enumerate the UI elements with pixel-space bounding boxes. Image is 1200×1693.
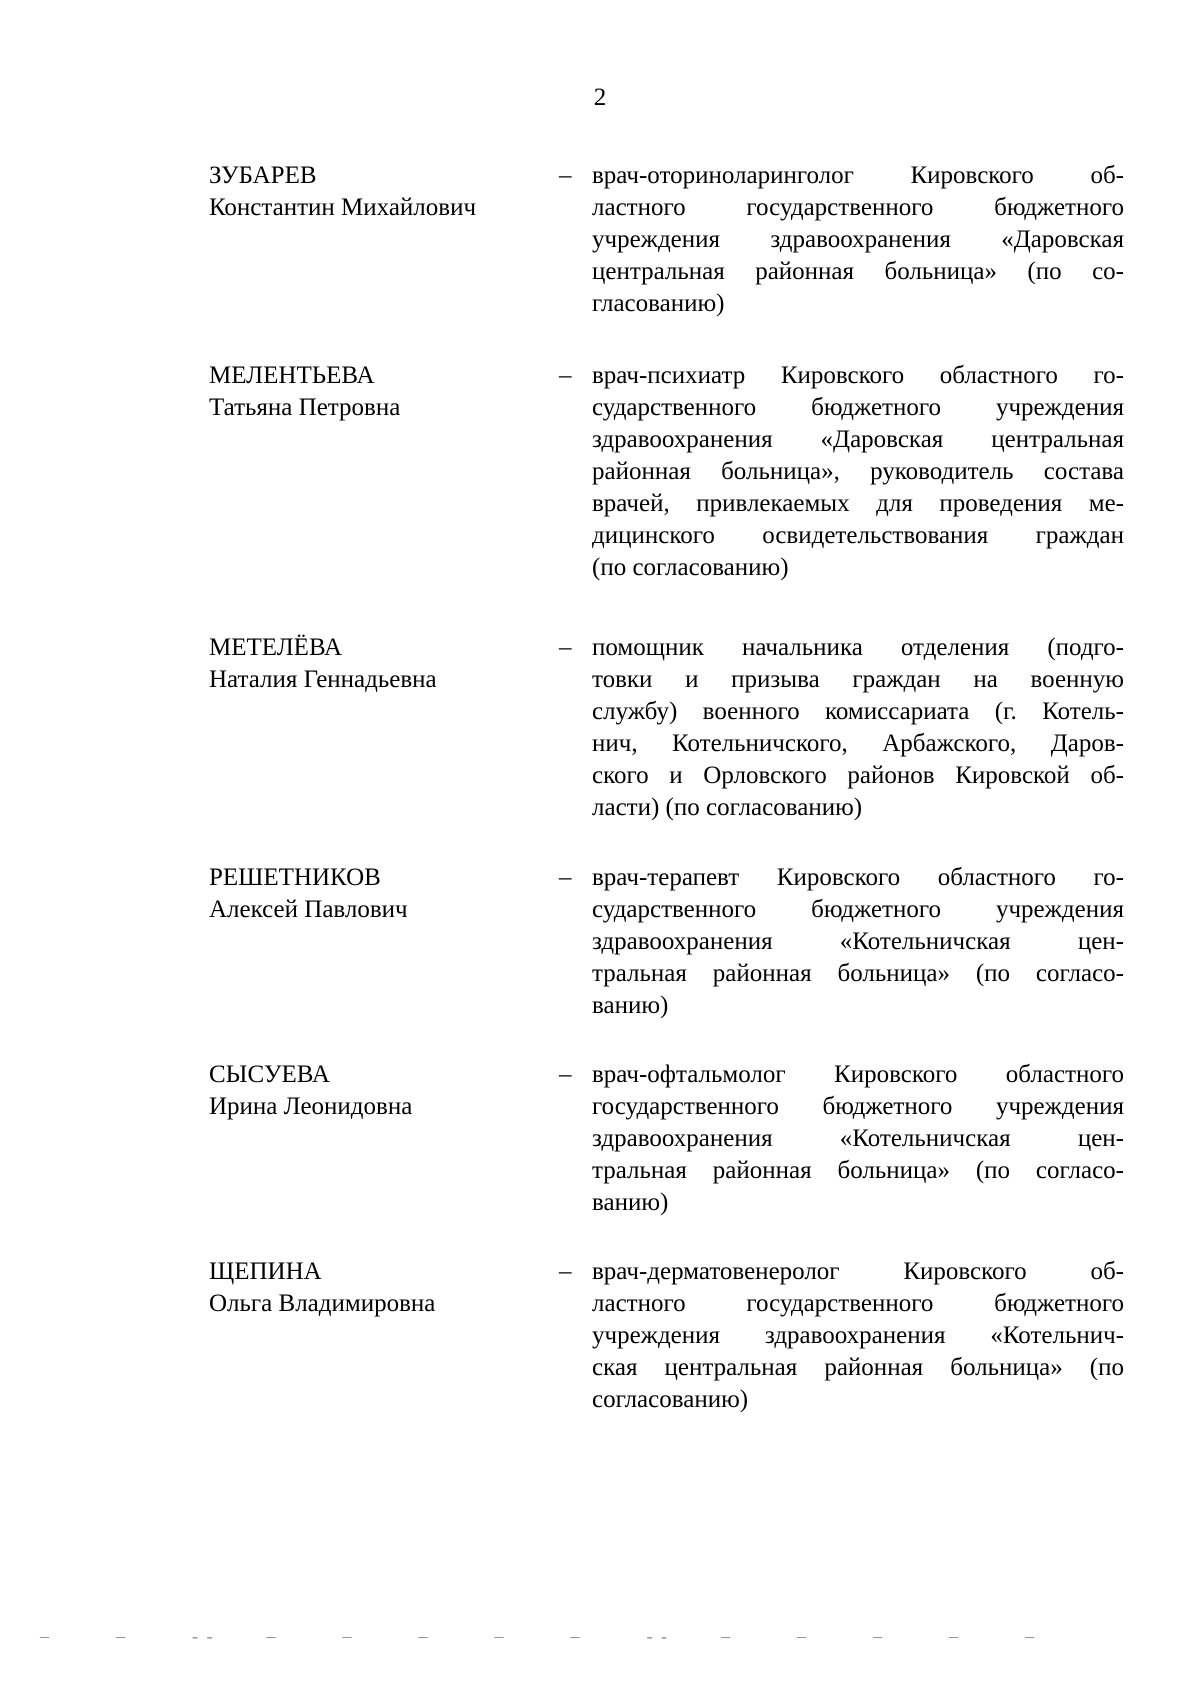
page-number: 2: [593, 84, 607, 111]
member-surname: МЕТЕЛЁВА: [209, 634, 343, 661]
member-given-names: Наталия Геннадьевна: [209, 666, 437, 693]
bottom-scan-artifacts: – – - - – – – – – - - – – – – –: [40, 1626, 1036, 1646]
role-line: ласти) (по согласованию): [592, 794, 863, 821]
role-line: ластного государственного бюджетного: [592, 194, 1124, 221]
member-role: [592, 862, 1124, 1022]
member-role: [592, 632, 1124, 824]
role-line: сударственного бюджетного учреждения: [592, 896, 1124, 923]
member-surname: МЕЛЕНТЬЕВА: [209, 362, 375, 389]
role-line: центральная районная больница» (по со-: [592, 258, 1124, 285]
role-line: помощник начальника отделения (подго-: [592, 634, 1124, 661]
entry-dash: –: [559, 864, 572, 891]
member-name: [209, 1256, 529, 1320]
role-line: врачей, привлекаемых для проведения ме-: [592, 490, 1124, 517]
member-role: [592, 1059, 1124, 1219]
member-role: [592, 360, 1124, 584]
role-line: согласованию): [592, 1386, 749, 1413]
member-role: [592, 160, 1124, 320]
member-given-names: Ольга Владимировна: [209, 1290, 436, 1317]
member-given-names: Алексей Павлович: [209, 896, 408, 923]
role-line: врач-офтальмолог Кировского областного: [592, 1061, 1124, 1088]
role-line: районная больница», руководитель состава: [592, 458, 1124, 485]
entry-dash: –: [559, 1258, 572, 1285]
role-line: дицинского освидетельствования граждан: [592, 522, 1124, 549]
role-line: здравоохранения «Котельничская цен-: [592, 1125, 1124, 1152]
role-line: врач-оториноларинголог Кировского об-: [592, 162, 1124, 189]
entry-dash: –: [559, 362, 572, 389]
role-line: ванию): [592, 992, 669, 1019]
role-line: ванию): [592, 1189, 669, 1216]
role-line: здравоохранения «Котельничская цен-: [592, 928, 1124, 955]
role-line: тральная районная больница» (по согласо-: [592, 1157, 1124, 1184]
member-name: [209, 862, 529, 926]
role-line: здравоохранения «Даровская центральная: [592, 426, 1124, 453]
role-line: гласованию): [592, 290, 725, 317]
member-name: [209, 360, 529, 424]
member-surname: СЫСУЕВА: [209, 1061, 330, 1088]
member-given-names: Татьяна Петровна: [209, 394, 401, 421]
role-line: (по согласованию): [592, 554, 789, 581]
entry-dash: –: [559, 634, 572, 661]
member-surname: ЩЕПИНА: [209, 1258, 322, 1285]
role-line: сударственного бюджетного учреждения: [592, 394, 1124, 421]
member-role: [592, 1256, 1124, 1416]
role-line: ластного государственного бюджетного: [592, 1290, 1124, 1317]
role-line: учреждения здравоохранения «Даровская: [592, 226, 1124, 253]
role-line: ская центральная районная больница» (по: [592, 1354, 1124, 1381]
role-line: службу) военного комиссариата (г. Котель-: [592, 698, 1124, 725]
member-surname: ЗУБАРЕВ: [209, 162, 317, 189]
role-line: врач-психиатр Кировского областного го-: [592, 362, 1124, 389]
role-line: врач-терапевт Кировского областного го-: [592, 864, 1124, 891]
role-line: ского и Орловского районов Кировской об-: [592, 762, 1124, 789]
role-line: товки и призыва граждан на военную: [592, 666, 1124, 693]
role-line: нич, Котельничского, Арбажского, Даров-: [592, 730, 1124, 757]
member-name: [209, 632, 529, 696]
role-line: учреждения здравоохранения «Котельнич-: [592, 1322, 1124, 1349]
entry-dash: –: [559, 162, 572, 189]
member-name: [209, 1059, 529, 1123]
member-given-names: Константин Михайлович: [209, 194, 477, 221]
member-name: [209, 160, 529, 224]
entry-dash: –: [559, 1061, 572, 1088]
role-line: государственного бюджетного учреждения: [592, 1093, 1124, 1120]
member-surname: РЕШЕТНИКОВ: [209, 864, 381, 891]
role-line: тральная районная больница» (по согласо-: [592, 960, 1124, 987]
role-line: врач-дерматовенеролог Кировского об-: [592, 1258, 1124, 1285]
member-given-names: Ирина Леонидовна: [209, 1093, 413, 1120]
